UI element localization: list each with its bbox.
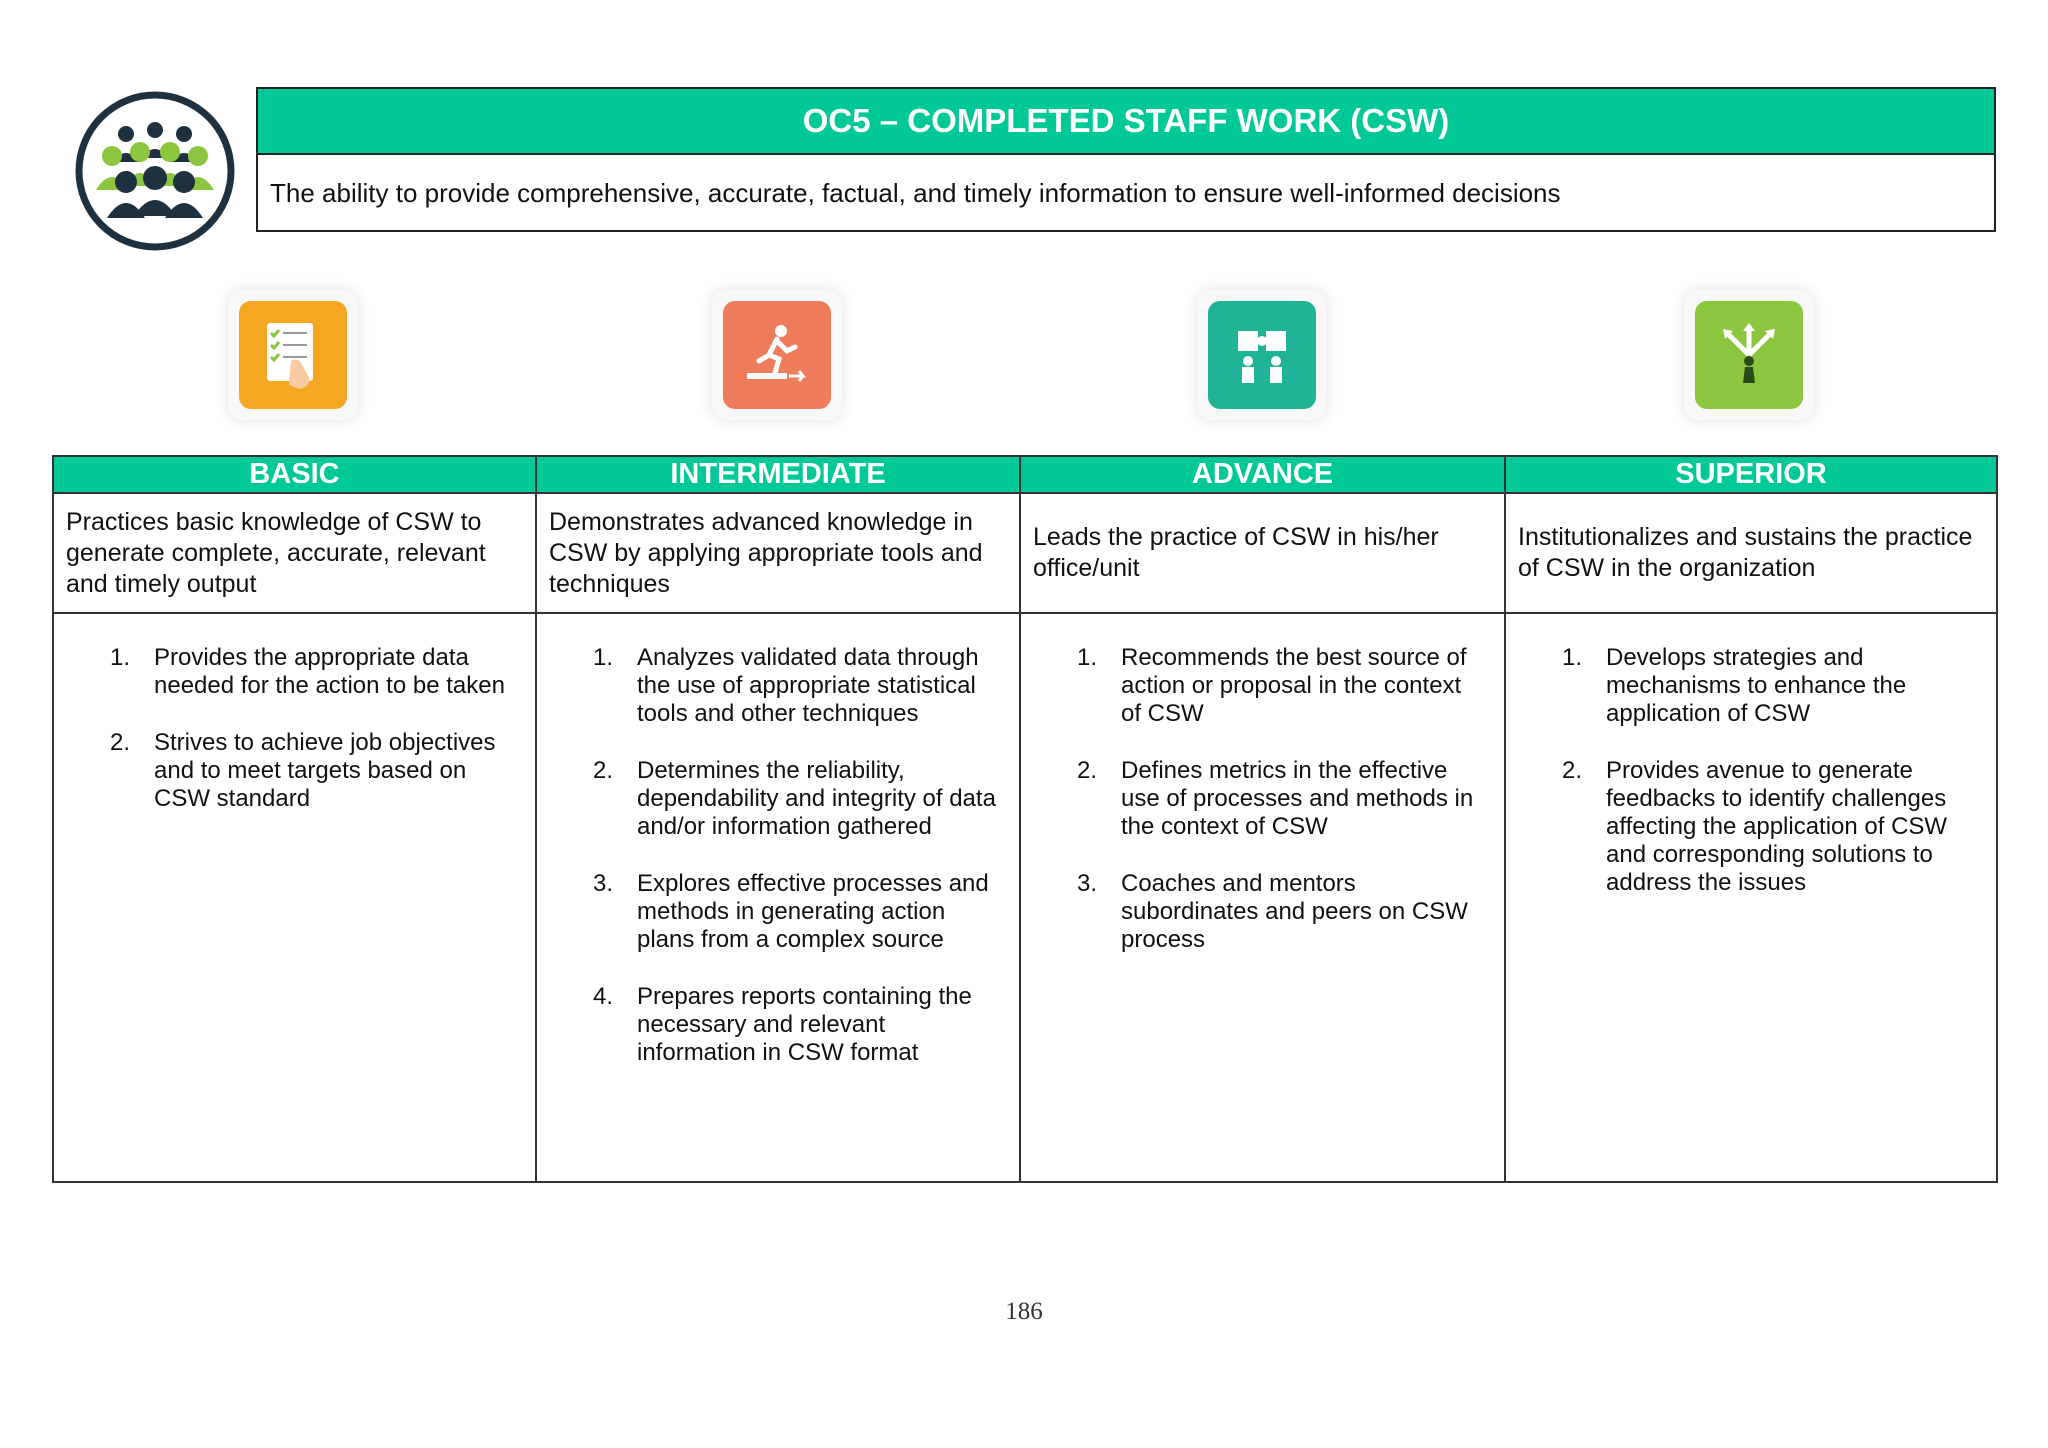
behavior-list [1506,614,1996,897]
item-number: 1. [592,644,613,671]
item-number: 2. [592,757,613,784]
item-number: 3. [1076,870,1097,897]
list-item [1506,644,1976,728]
item-text: Recommends the best source of action or proposal in the context of CSW [1121,644,1467,727]
list-item [537,644,999,728]
behavior-cell-basic [53,613,536,1182]
list-item [1506,757,1976,897]
item-number: 2. [109,729,130,756]
competency-title: OC5 – COMPLETED STAFF WORK (CSW) [258,89,1994,155]
item-number: 1. [109,644,130,671]
checklist-icon [228,290,358,420]
level-summary-basic: Practices basic knowledge of CSW to generate complete, accurate, relevant and timely output [53,493,536,613]
behavior-cell-intermediate [536,613,1020,1182]
page-number: 186 [1005,1298,1043,1325]
list-item [54,644,515,700]
item-number: 2. [1076,757,1097,784]
item-text: Develops strategies and mechanisms to enhance the application of CSW [1606,644,1907,727]
proficiency-table [52,455,1998,1183]
level-summary-advance: Leads the practice of CSW in his/her office/unit [1020,493,1505,613]
list-item [1021,757,1484,841]
item-number: 1. [1076,644,1097,671]
behavior-cell-advance [1020,613,1505,1182]
item-text: Coaches and mentors subordinates and peers on CSW process [1121,870,1468,953]
item-number: 3. [592,870,613,897]
competency-header [256,87,1996,232]
group-of-people-icon [74,90,236,252]
level-header-superior: SUPERIOR [1505,456,1997,493]
behavior-list [54,614,535,813]
level-header-basic: BASIC [53,456,536,493]
list-item [54,729,515,813]
item-text: Determines the reliability, dependability and integrity of data and/or information gathered [637,757,996,840]
competency-description: The ability to provide comprehensive, accurate, factual, and timely information to ensure well-informed decisions [270,178,1561,208]
item-number: 1. [1561,644,1582,671]
item-text: Prepares reports containing the necessary and relevant information in CSW format [637,983,972,1066]
level-header-intermediate: INTERMEDIATE [536,456,1020,493]
list-item [537,757,999,841]
item-text: Provides avenue to generate feedbacks to identify challenges affecting the application of CSW and corresponding solutions to address the issues [1606,757,1948,896]
level-summary-intermediate: Demonstrates advanced knowledge in CSW by applying appropriate tools and techniques [536,493,1020,613]
behavior-cell-superior [1505,613,1997,1182]
item-text: Explores effective processes and methods in generating action plans from a complex source [637,870,989,953]
level-summary-superior: Institutionalizes and sustains the practice of CSW in the organization [1505,493,1997,613]
list-item [1021,644,1484,728]
puzzle-teamwork-icon [1197,290,1327,420]
item-number: 4. [592,983,613,1010]
item-text: Strives to achieve job objectives and to meet targets based on CSW standard [154,729,496,812]
level-header-advance: ADVANCE [1020,456,1505,493]
crossroads-icon [1684,290,1814,420]
list-item [537,983,999,1067]
behavior-list [537,614,1019,1067]
list-item [537,870,999,954]
item-text: Defines metrics in the effective use of processes and methods in the context of CSW [1121,757,1474,840]
stairs-climber-icon [712,290,842,420]
list-item [1021,870,1484,954]
item-text: Analyzes validated data through the use of appropriate statistical tools and other techniques [637,644,979,727]
item-text: Provides the appropriate data needed for the action to be taken [154,644,505,699]
behavior-list [1021,614,1504,954]
item-number: 2. [1561,757,1582,784]
